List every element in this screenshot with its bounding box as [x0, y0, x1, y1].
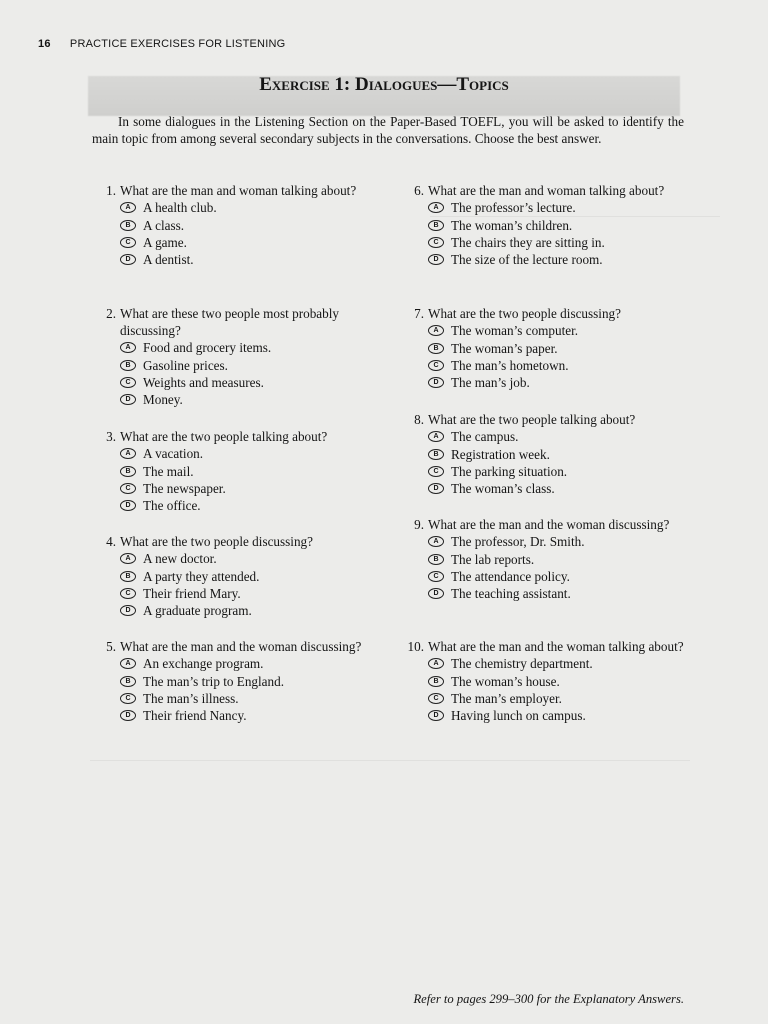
answer-option-text: The woman’s computer. [451, 323, 579, 339]
answer-bubble-icon[interactable]: C [120, 237, 136, 248]
answer-bubble-icon[interactable]: C [428, 237, 444, 248]
answer-option[interactable] [408, 251, 688, 268]
answer-option[interactable] [100, 707, 380, 724]
answer-option[interactable] [408, 690, 688, 707]
question-text: What are the two people talking about? [120, 429, 328, 444]
answer-option[interactable] [408, 445, 688, 462]
answer-bubble-icon[interactable]: B [120, 676, 136, 687]
answer-option-text: Their friend Mary. [143, 585, 241, 601]
question-6 [408, 182, 688, 269]
answer-bubble-icon[interactable]: A [428, 431, 444, 442]
answer-option-text: Their friend Nancy. [143, 708, 247, 724]
answer-bubble-icon[interactable]: A [428, 536, 444, 547]
answer-bubble-icon[interactable]: D [428, 710, 444, 721]
exercise-title: Exercise 1: Dialogues—Topics [259, 74, 509, 95]
question-number: 3. [106, 429, 116, 444]
question-text: What are the man and the woman talking about? [428, 639, 684, 654]
answer-option[interactable] [100, 480, 380, 497]
answer-option-text: The size of the lecture room. [451, 252, 603, 268]
question-5 [100, 638, 380, 725]
answer-option[interactable] [100, 356, 380, 373]
answer-bubble-icon[interactable]: B [120, 360, 136, 371]
answer-option[interactable] [408, 533, 688, 550]
answer-option-text: Food and grocery items. [143, 340, 272, 356]
answer-option-text: The man’s employer. [451, 690, 562, 706]
question-number: 9. [414, 517, 424, 532]
question-number: 4. [106, 534, 116, 549]
answer-bubble-icon[interactable]: A [120, 553, 136, 564]
answer-option-text: Gasoline prices. [143, 357, 228, 373]
answer-option[interactable] [100, 234, 380, 251]
answer-option[interactable] [408, 216, 688, 233]
answer-option-text: A party they attended. [143, 568, 260, 584]
answer-option-text: The chairs they are sitting in. [451, 234, 605, 250]
answer-option[interactable] [100, 567, 380, 584]
answer-option[interactable] [100, 462, 380, 479]
answer-option-text: The woman’s class. [451, 481, 555, 497]
answer-option[interactable] [100, 445, 380, 462]
question-number: 8. [414, 412, 424, 427]
answer-option[interactable] [408, 374, 688, 391]
answer-option-text: A new doctor. [143, 551, 217, 567]
answer-option[interactable] [408, 568, 688, 585]
answer-bubble-icon[interactable]: B [120, 220, 136, 231]
answer-option[interactable] [100, 199, 380, 216]
answer-option-text: An exchange program. [143, 656, 264, 672]
answer-option[interactable] [100, 550, 380, 567]
answer-option[interactable] [100, 585, 380, 602]
answer-bubble-icon[interactable]: C [120, 693, 136, 704]
answer-option-text: A health club. [143, 200, 217, 216]
question-stem [408, 638, 688, 655]
question-stem [408, 411, 688, 428]
answer-bubble-icon[interactable]: C [120, 377, 136, 388]
question-text: What are the man and the woman discussing? [120, 639, 362, 654]
question-number: 1. [106, 183, 116, 198]
answer-bubble-icon[interactable]: B [428, 676, 444, 687]
question-4 [100, 533, 380, 620]
answer-option[interactable] [408, 585, 688, 602]
answer-option-text: A graduate program. [143, 603, 252, 619]
answer-option-text: The man’s illness. [143, 690, 239, 706]
question-number: 10. [407, 639, 424, 654]
question-3 [100, 428, 380, 515]
question-stem [100, 182, 380, 199]
instructions-paragraph: In some dialogues in the Listening Section on the Paper-Based TOEFL, you will be asked to identify the main topic from among several secondary subjects in the conversations. Choose the best answer. [92, 114, 684, 146]
answer-option[interactable] [408, 428, 688, 445]
question-number: 7. [414, 306, 424, 321]
question-text: What are the two people discussing? [120, 534, 313, 549]
answer-option-text: A class. [143, 217, 185, 233]
answer-option-text: A dentist. [143, 252, 194, 268]
answer-bubble-icon[interactable]: D [120, 500, 136, 511]
answer-bubble-icon[interactable]: C [428, 571, 444, 582]
answer-bubble-icon[interactable]: C [428, 360, 444, 371]
answer-option[interactable] [408, 199, 688, 216]
answer-option[interactable] [408, 357, 688, 374]
question-stem [100, 305, 380, 339]
answer-option-text: The newspaper. [143, 480, 226, 496]
question-stem [100, 533, 380, 550]
question-text: What are the man and the woman discussing? [428, 517, 670, 532]
answer-bubble-icon[interactable]: C [428, 693, 444, 704]
answer-option[interactable] [408, 672, 688, 689]
question-number: 5. [106, 639, 116, 654]
answer-bubble-icon[interactable]: A [120, 202, 136, 213]
question-8 [408, 411, 688, 498]
answer-option-text: Weights and measures. [143, 374, 264, 390]
answer-option-text: The teaching assistant. [451, 586, 571, 602]
answer-option[interactable] [408, 322, 688, 339]
answer-option[interactable] [408, 234, 688, 251]
answer-option[interactable] [408, 339, 688, 356]
running-head [38, 38, 285, 50]
answer-bubble-icon[interactable]: D [428, 377, 444, 388]
answer-option-text: The attendance policy. [451, 568, 570, 584]
answer-option-text: The professor, Dr. Smith. [451, 534, 585, 550]
answer-option-text: A game. [143, 234, 187, 250]
answer-option-text: The man’s trip to England. [143, 673, 285, 689]
question-stem [408, 182, 688, 199]
question-stem [408, 305, 688, 322]
answer-bubble-icon[interactable]: B [120, 466, 136, 477]
answer-option[interactable] [100, 602, 380, 619]
page-number: 16 [38, 38, 51, 50]
answer-bubble-icon[interactable]: A [428, 202, 444, 213]
question-text: What are the two people discussing? [428, 306, 621, 321]
answer-option-text: Registration week. [451, 446, 550, 462]
footer-note: Refer to pages 299–300 for the Explanatory Answers. [413, 992, 684, 1006]
question-text: What are these two people most probably discussing? [120, 306, 339, 338]
answer-option[interactable] [100, 391, 380, 408]
answer-bubble-icon[interactable]: D [428, 588, 444, 599]
answer-option[interactable] [100, 216, 380, 233]
answer-bubble-icon[interactable]: C [120, 588, 136, 599]
answer-option[interactable] [100, 690, 380, 707]
answer-option[interactable] [100, 339, 380, 356]
answer-option-text: Money. [143, 392, 183, 408]
question-7 [408, 305, 688, 392]
answer-bubble-icon[interactable]: B [120, 571, 136, 582]
answer-option-text: The mail. [143, 463, 194, 479]
answer-option-text: The woman’s paper. [451, 340, 558, 356]
bleed-through [90, 760, 690, 821]
answer-option[interactable] [408, 463, 688, 480]
question-2 [100, 305, 380, 409]
answer-bubble-icon[interactable]: A [428, 325, 444, 336]
answer-option[interactable] [100, 655, 380, 672]
question-10 [408, 638, 688, 725]
answer-option-text: A vacation. [143, 446, 204, 462]
answer-option[interactable] [100, 497, 380, 514]
answer-option-text: The man’s hometown. [451, 357, 569, 373]
question-9 [408, 516, 688, 603]
answer-option[interactable] [408, 550, 688, 567]
question-stem [100, 428, 380, 445]
answer-bubble-icon[interactable]: B [428, 343, 444, 354]
answer-option[interactable] [408, 480, 688, 497]
question-number: 6. [414, 183, 424, 198]
answer-bubble-icon[interactable]: A [120, 448, 136, 459]
answer-bubble-icon[interactable]: B [428, 220, 444, 231]
answer-option[interactable] [408, 655, 688, 672]
answer-option[interactable] [408, 707, 688, 724]
question-1 [100, 182, 380, 269]
answer-bubble-icon[interactable]: A [428, 658, 444, 669]
question-text: What are the man and woman talking about? [428, 183, 665, 198]
answer-bubble-icon[interactable]: A [120, 342, 136, 353]
answer-option[interactable] [100, 374, 380, 391]
answer-bubble-icon[interactable]: C [120, 483, 136, 494]
answer-option[interactable] [100, 251, 380, 268]
answer-bubble-icon[interactable]: D [120, 254, 136, 265]
answer-bubble-icon[interactable]: A [120, 658, 136, 669]
answer-bubble-icon[interactable]: D [428, 483, 444, 494]
answer-option-text: The chemistry department. [451, 656, 593, 672]
answer-option-text: The woman’s house. [451, 673, 560, 689]
answer-bubble-icon[interactable]: D [428, 254, 444, 265]
answer-bubble-icon[interactable]: D [120, 710, 136, 721]
question-stem [100, 638, 380, 655]
answer-option-text: Having lunch on campus. [451, 708, 586, 724]
question-text: What are the two people talking about? [428, 412, 636, 427]
answer-option-text: The professor’s lecture. [451, 200, 576, 216]
question-number: 2. [106, 306, 116, 321]
answer-option-text: The lab reports. [451, 551, 535, 567]
answer-bubble-icon[interactable]: D [120, 394, 136, 405]
question-text: What are the man and woman talking about? [120, 183, 357, 198]
answer-bubble-icon[interactable]: B [428, 449, 444, 460]
answer-option-text: The campus. [451, 429, 519, 445]
answer-bubble-icon[interactable]: C [428, 466, 444, 477]
answer-bubble-icon[interactable]: D [120, 605, 136, 616]
answer-option-text: The woman’s children. [451, 217, 573, 233]
answer-option-text: The parking situation. [451, 463, 568, 479]
answer-bubble-icon[interactable]: B [428, 554, 444, 565]
answer-option-text: The man’s job. [451, 375, 530, 391]
answer-option-text: The office. [143, 498, 201, 514]
running-title: PRACTICE EXERCISES FOR LISTENING [69, 38, 286, 50]
answer-option[interactable] [100, 672, 380, 689]
question-stem [408, 516, 688, 533]
